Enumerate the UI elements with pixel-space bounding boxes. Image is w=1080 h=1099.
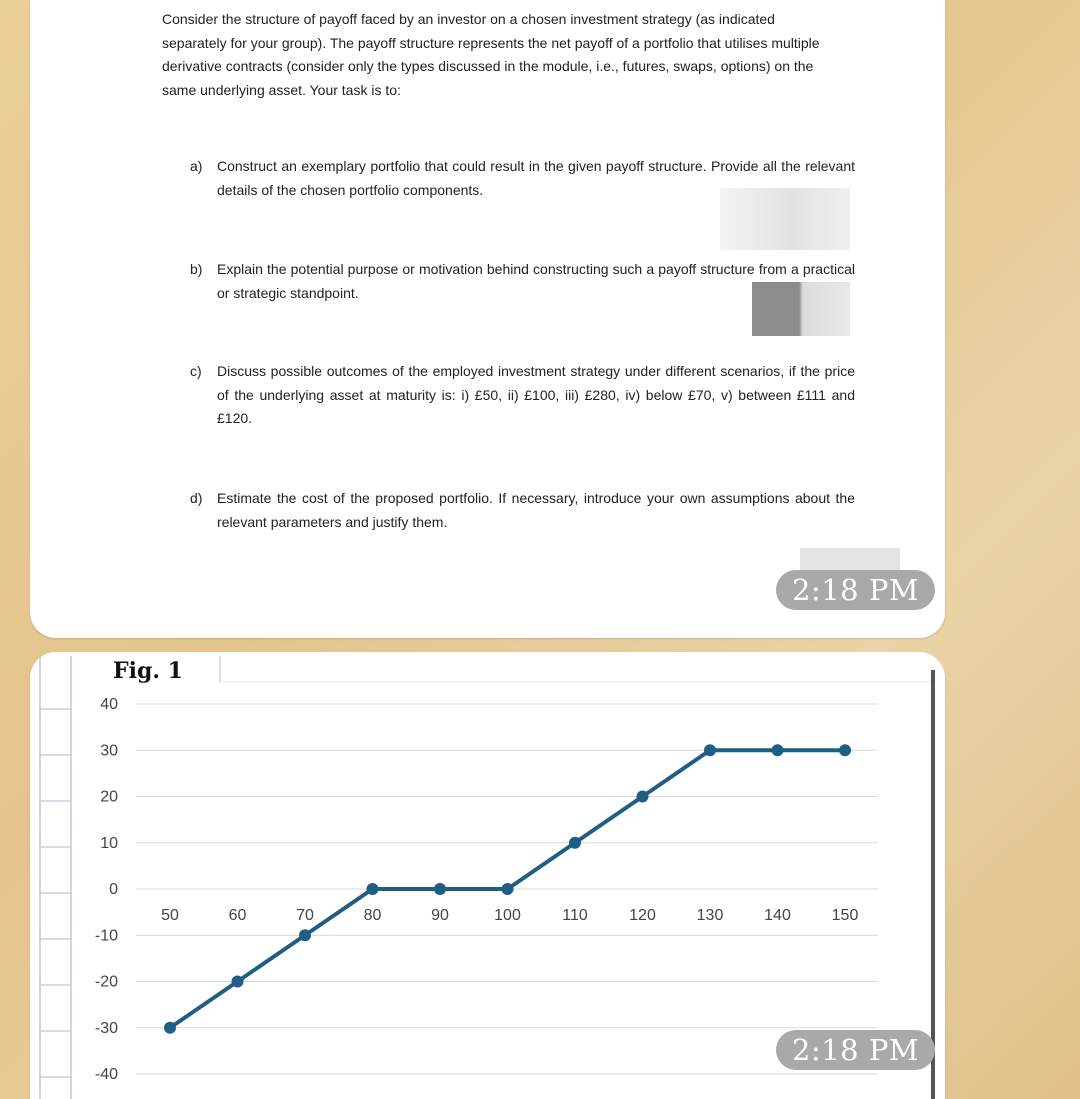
message-bubble-text[interactable]	[30, 0, 945, 638]
data-point	[704, 744, 716, 756]
x-tick-label: 110	[562, 907, 588, 924]
figure-title: Fig. 1	[113, 658, 183, 684]
task-label: c)	[190, 363, 202, 379]
x-tick-label: 120	[629, 907, 656, 924]
x-tick-label: 100	[494, 907, 521, 924]
y-tick-label: 10	[100, 834, 118, 852]
task-text: Explain the potential purpose or motivation behind constructing such a payoff structure from a practical or strategic standpoint.	[217, 261, 855, 301]
task-text: Discuss possible outcomes of the employed investment strategy under different scenarios, if the price of the underlying asset at maturity is: i) £50, ii) £100, iii) £280, iv) below £70, v) between £111 and £120.	[217, 363, 855, 426]
data-point	[232, 976, 244, 988]
x-tick-label: 60	[228, 907, 247, 924]
y-tick-label: 40	[100, 696, 118, 713]
data-point	[299, 929, 311, 941]
x-tick-label: 130	[696, 907, 724, 924]
task-text: Construct an exemplary portfolio that could result in the given payoff structure. Provide all the relevant details of the chosen portfolio components.	[217, 158, 855, 198]
x-tick-label: 140	[764, 907, 791, 924]
task-label: b)	[190, 261, 203, 277]
x-tick-label: 80	[363, 907, 382, 924]
y-tick-label: -30	[94, 1019, 118, 1037]
message-bubble-chart[interactable]	[30, 652, 945, 1099]
data-point	[772, 744, 784, 756]
data-point	[839, 744, 851, 756]
task-label: d)	[190, 490, 203, 506]
x-tick-label: 90	[431, 907, 449, 924]
redacted-patch	[720, 188, 850, 250]
x-tick-label: 150	[831, 907, 859, 924]
x-tick-label: 70	[296, 907, 314, 924]
data-point	[434, 883, 446, 895]
task-label: a)	[190, 158, 203, 174]
y-tick-label: 30	[100, 742, 118, 760]
message-timestamp: 2:18 PM	[776, 570, 935, 610]
y-tick-label: -20	[94, 973, 118, 991]
y-tick-label: -40	[94, 1066, 118, 1083]
y-tick-label: -10	[94, 927, 118, 945]
task-c	[190, 360, 855, 431]
y-tick-label: 0	[109, 881, 118, 898]
intro-paragraph: Consider the structure of payoff faced by an investor on a chosen investment strategy (as indicated separately for your group). The payoff structure represents the net payoff of a portfolio that utilises multiple derivative contracts (consider only the types discussed in the module, i.e., futures, swaps, options) on the same underlying asset. Your task is to:	[162, 11, 820, 98]
data-point	[367, 883, 379, 895]
x-tick-label: 50	[161, 907, 179, 924]
data-point	[637, 791, 649, 803]
sheet-row-lines	[40, 709, 71, 1077]
message-timestamp: 2:18 PM	[776, 1030, 935, 1070]
y-tick-label: 20	[100, 788, 118, 806]
data-point	[502, 883, 514, 895]
task-text: Estimate the cost of the proposed portfolio. If necessary, introduce your own assumptions about the relevant parameters and justify them.	[217, 490, 855, 530]
redacted-patch	[752, 282, 850, 336]
task-d	[190, 487, 855, 534]
data-point	[164, 1022, 176, 1034]
data-point	[569, 837, 581, 849]
